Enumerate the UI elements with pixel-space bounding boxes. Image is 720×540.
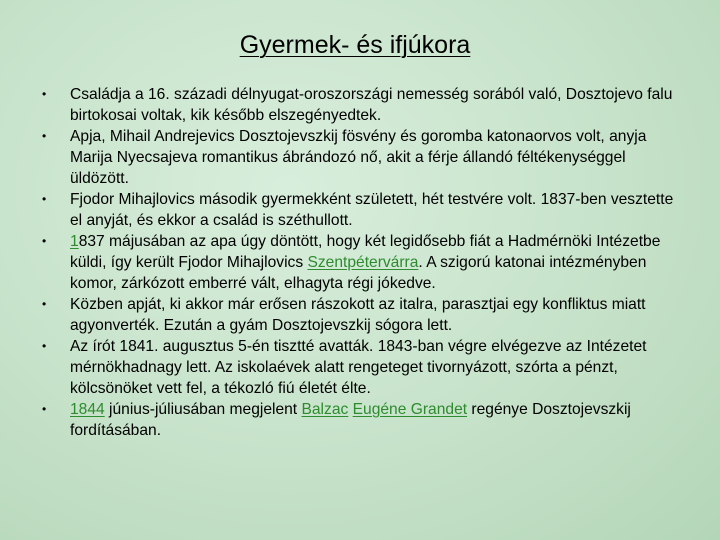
item-text: . A szigorú katonai intézményben komor, zárkózott emberré vált, elhagyta régi jókedve. — [70, 254, 647, 292]
item-text: regénye Dosztojevszkij fordításában. — [70, 401, 631, 439]
eugenie-grandet-link[interactable]: Eugéne Grandet — [352, 401, 468, 418]
item-text: Fjodor Mihajlovics második gyermekként született, hét testvére volt. 1837-ben vesztette el anyját, és ekkor a család is széthullott. — [70, 191, 674, 229]
item-text: 837 májusában az apa úgy döntött, hogy két legidősebb fiát a Hadmérnöki Intézetbe küldi, így került Fjodor Mihajlovics — [70, 233, 661, 271]
year-link[interactable]: 1 — [70, 233, 79, 250]
slide-title-text: Gyermek- és ifjúkora — [239, 31, 471, 59]
list-item — [36, 336, 684, 399]
item-text: Apja, Mihail Andrejevics Dosztojevszkij fösvény és goromba katonaorvos volt, anyja Marija Nyecsajeva romantikus ábrándozó nő, akit a férje állandó féltékenységgel üldözött. — [70, 128, 647, 187]
year-1844-link[interactable]: 1844 — [70, 401, 105, 418]
szentpetervar-link[interactable]: Szentpétervárra — [307, 254, 419, 271]
bullet-icon: • — [42, 297, 47, 311]
item-text: Közben apját, ki akkor már erősen rászokott az italra, parasztjai egy konfliktus miatt agyonverték. Ezután a gyám Dosztojevszkij sógora lett. — [70, 296, 646, 334]
bullet-icon: • — [42, 402, 47, 416]
item-text: június-júliusában megjelent — [104, 401, 302, 418]
bullet-list — [36, 84, 684, 441]
list-item — [36, 189, 684, 231]
list-item — [36, 84, 684, 126]
list-item — [36, 294, 684, 336]
list-item — [36, 126, 684, 189]
slide-title — [0, 28, 710, 62]
bullet-icon: • — [42, 87, 47, 101]
bullet-icon: • — [42, 234, 47, 248]
list-item — [36, 231, 684, 294]
list-item — [36, 399, 684, 441]
item-text: Az írót 1841. augusztus 5-én tisztté avatták. 1843-ban végre elvégezve az Intézetet mérnökhadnagy lett. Az iskolaévek alatt rengeteget tivornyázott, szórta a pénzt, kölcsönöket vett fel, a tékozló fiú életét élte. — [70, 338, 647, 397]
bullet-icon: • — [42, 339, 47, 353]
item-text: Családja a 16. századi délnyugat-oroszországi nemesség sorából való, Dosztojevo falu birtokosai voltak, kik később elszegényedtek. — [70, 86, 673, 124]
balzac-link[interactable]: Balzac — [301, 401, 349, 418]
bullet-icon: • — [42, 192, 47, 206]
bullet-icon: • — [42, 129, 47, 143]
